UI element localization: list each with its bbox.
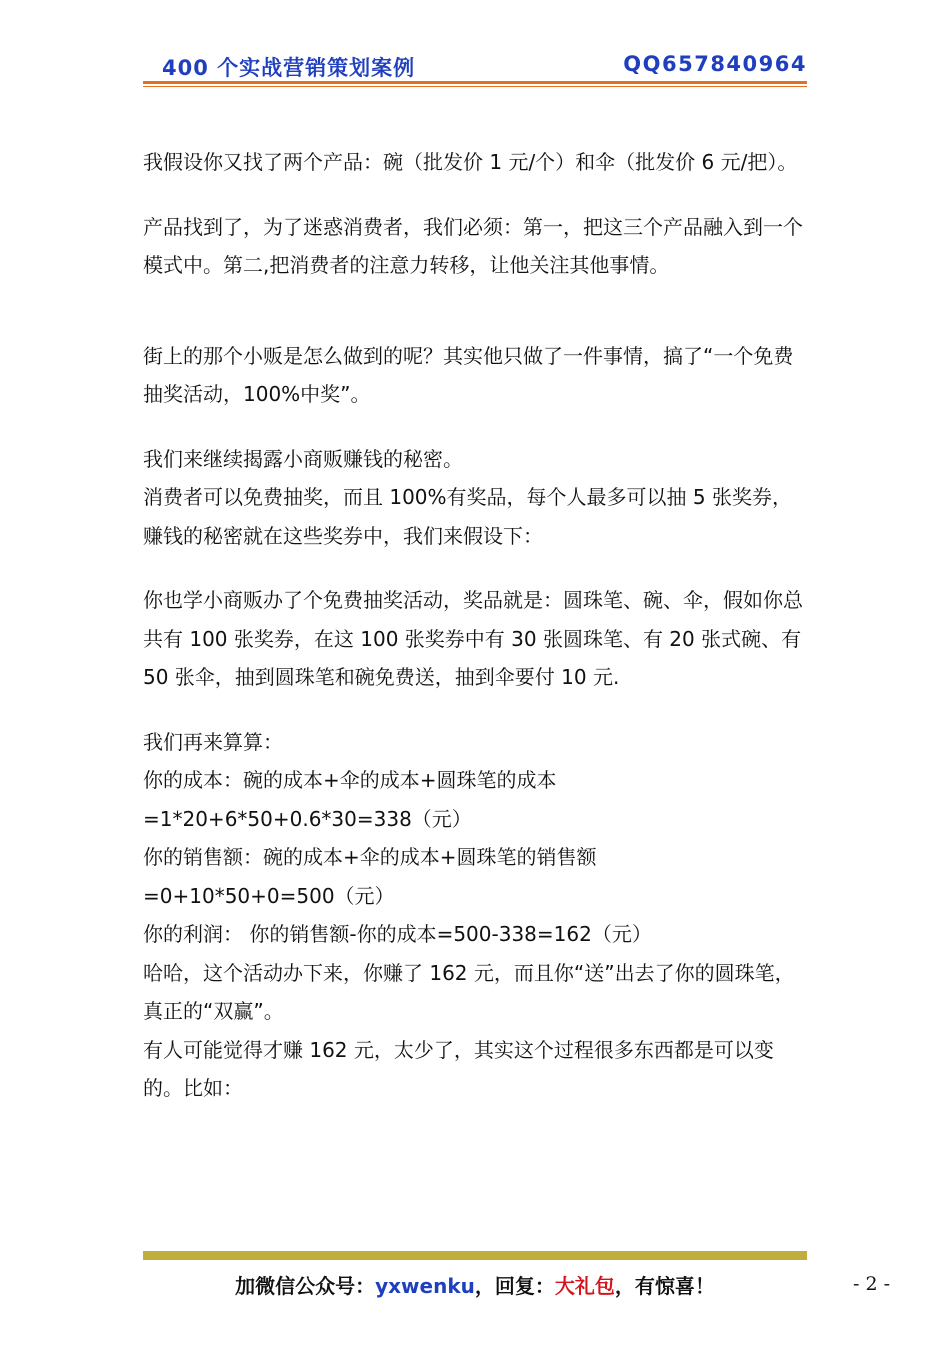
paragraph-gap	[143, 555, 807, 581]
paragraph: 产品找到了，为了迷惑消费者，我们必须：第一，把这三个产品融入到一个模式中。第二,把消费者的注意力转移，让他关注其他事情。	[143, 214, 803, 277]
header-qq: QQ657840964	[623, 52, 807, 76]
paragraph: 街上的那个小贩是怎么做到的呢？其实他只做了一件事情，搞了“一个免费抽奖活动，100%中奖”。	[143, 343, 794, 406]
footer-prefix: 加微信公众号：	[235, 1274, 376, 1298]
paragraph-gap	[143, 414, 807, 440]
paragraph: 消费者可以免费抽奖，而且 100%有奖品，每个人最多可以抽 5 张奖券，赚钱的秘密就在这些奖券中，我们来假设下：	[143, 485, 792, 548]
paragraph-gap	[143, 285, 807, 337]
footer-rule	[143, 1251, 807, 1260]
paragraph: 你也学小商贩办了个免费抽奖活动，奖品就是：圆珠笔、碗、伞，假如你总共有 100 张奖券，在这 100 张奖券中有 30 张圆珠笔、有 20 张式碗、有 50 张伞，抽到圆珠笔和碗免费送，抽到伞要付 10 元.	[143, 588, 803, 689]
paragraph: 我假设你又找了两个产品：碗（批发价 1 元/个）和伞（批发价 6 元/把）。	[143, 150, 798, 174]
document-body	[143, 143, 807, 1108]
paragraph: 你的成本：碗的成本+伞的成本+圆珠笔的成本	[143, 768, 557, 792]
paragraph: 我们再来算算：	[143, 729, 283, 754]
footer-middle: ，回复：	[474, 1274, 555, 1298]
paragraph: 哈哈，这个活动办下来，你赚了 162 元，而且你“送”出去了你的圆珠笔，真正的“双赢”。	[143, 960, 795, 1023]
paragraph: 你的销售额：碗的成本+伞的成本+圆珠笔的销售额	[143, 845, 597, 869]
page-number: - 2 -	[852, 1273, 890, 1295]
paragraph: =1*20+6*50+0.6*30=338（元）	[143, 806, 472, 831]
footer-keyword: 大礼包	[554, 1274, 615, 1298]
paragraph: 我们来继续揭露小商贩赚钱的秘密。	[143, 446, 463, 471]
header-rule	[143, 81, 807, 87]
footer-account: yxwenku	[375, 1274, 475, 1298]
paragraph: 你的利润： 你的销售额-你的成本=500-338=162（元）	[143, 922, 652, 946]
header-title: 400 个实战营销策划案例	[162, 56, 416, 80]
paragraph-gap	[143, 182, 807, 208]
paragraph: 有人可能觉得才赚 162 元，太少了，其实这个过程很多东西都是可以变的。比如：	[143, 1037, 774, 1100]
paragraph-gap	[143, 697, 807, 723]
paragraph: =0+10*50+0=500（元）	[143, 883, 395, 908]
footer-promo	[0, 1270, 950, 1299]
footer-suffix: ，有惊喜！	[614, 1274, 715, 1298]
